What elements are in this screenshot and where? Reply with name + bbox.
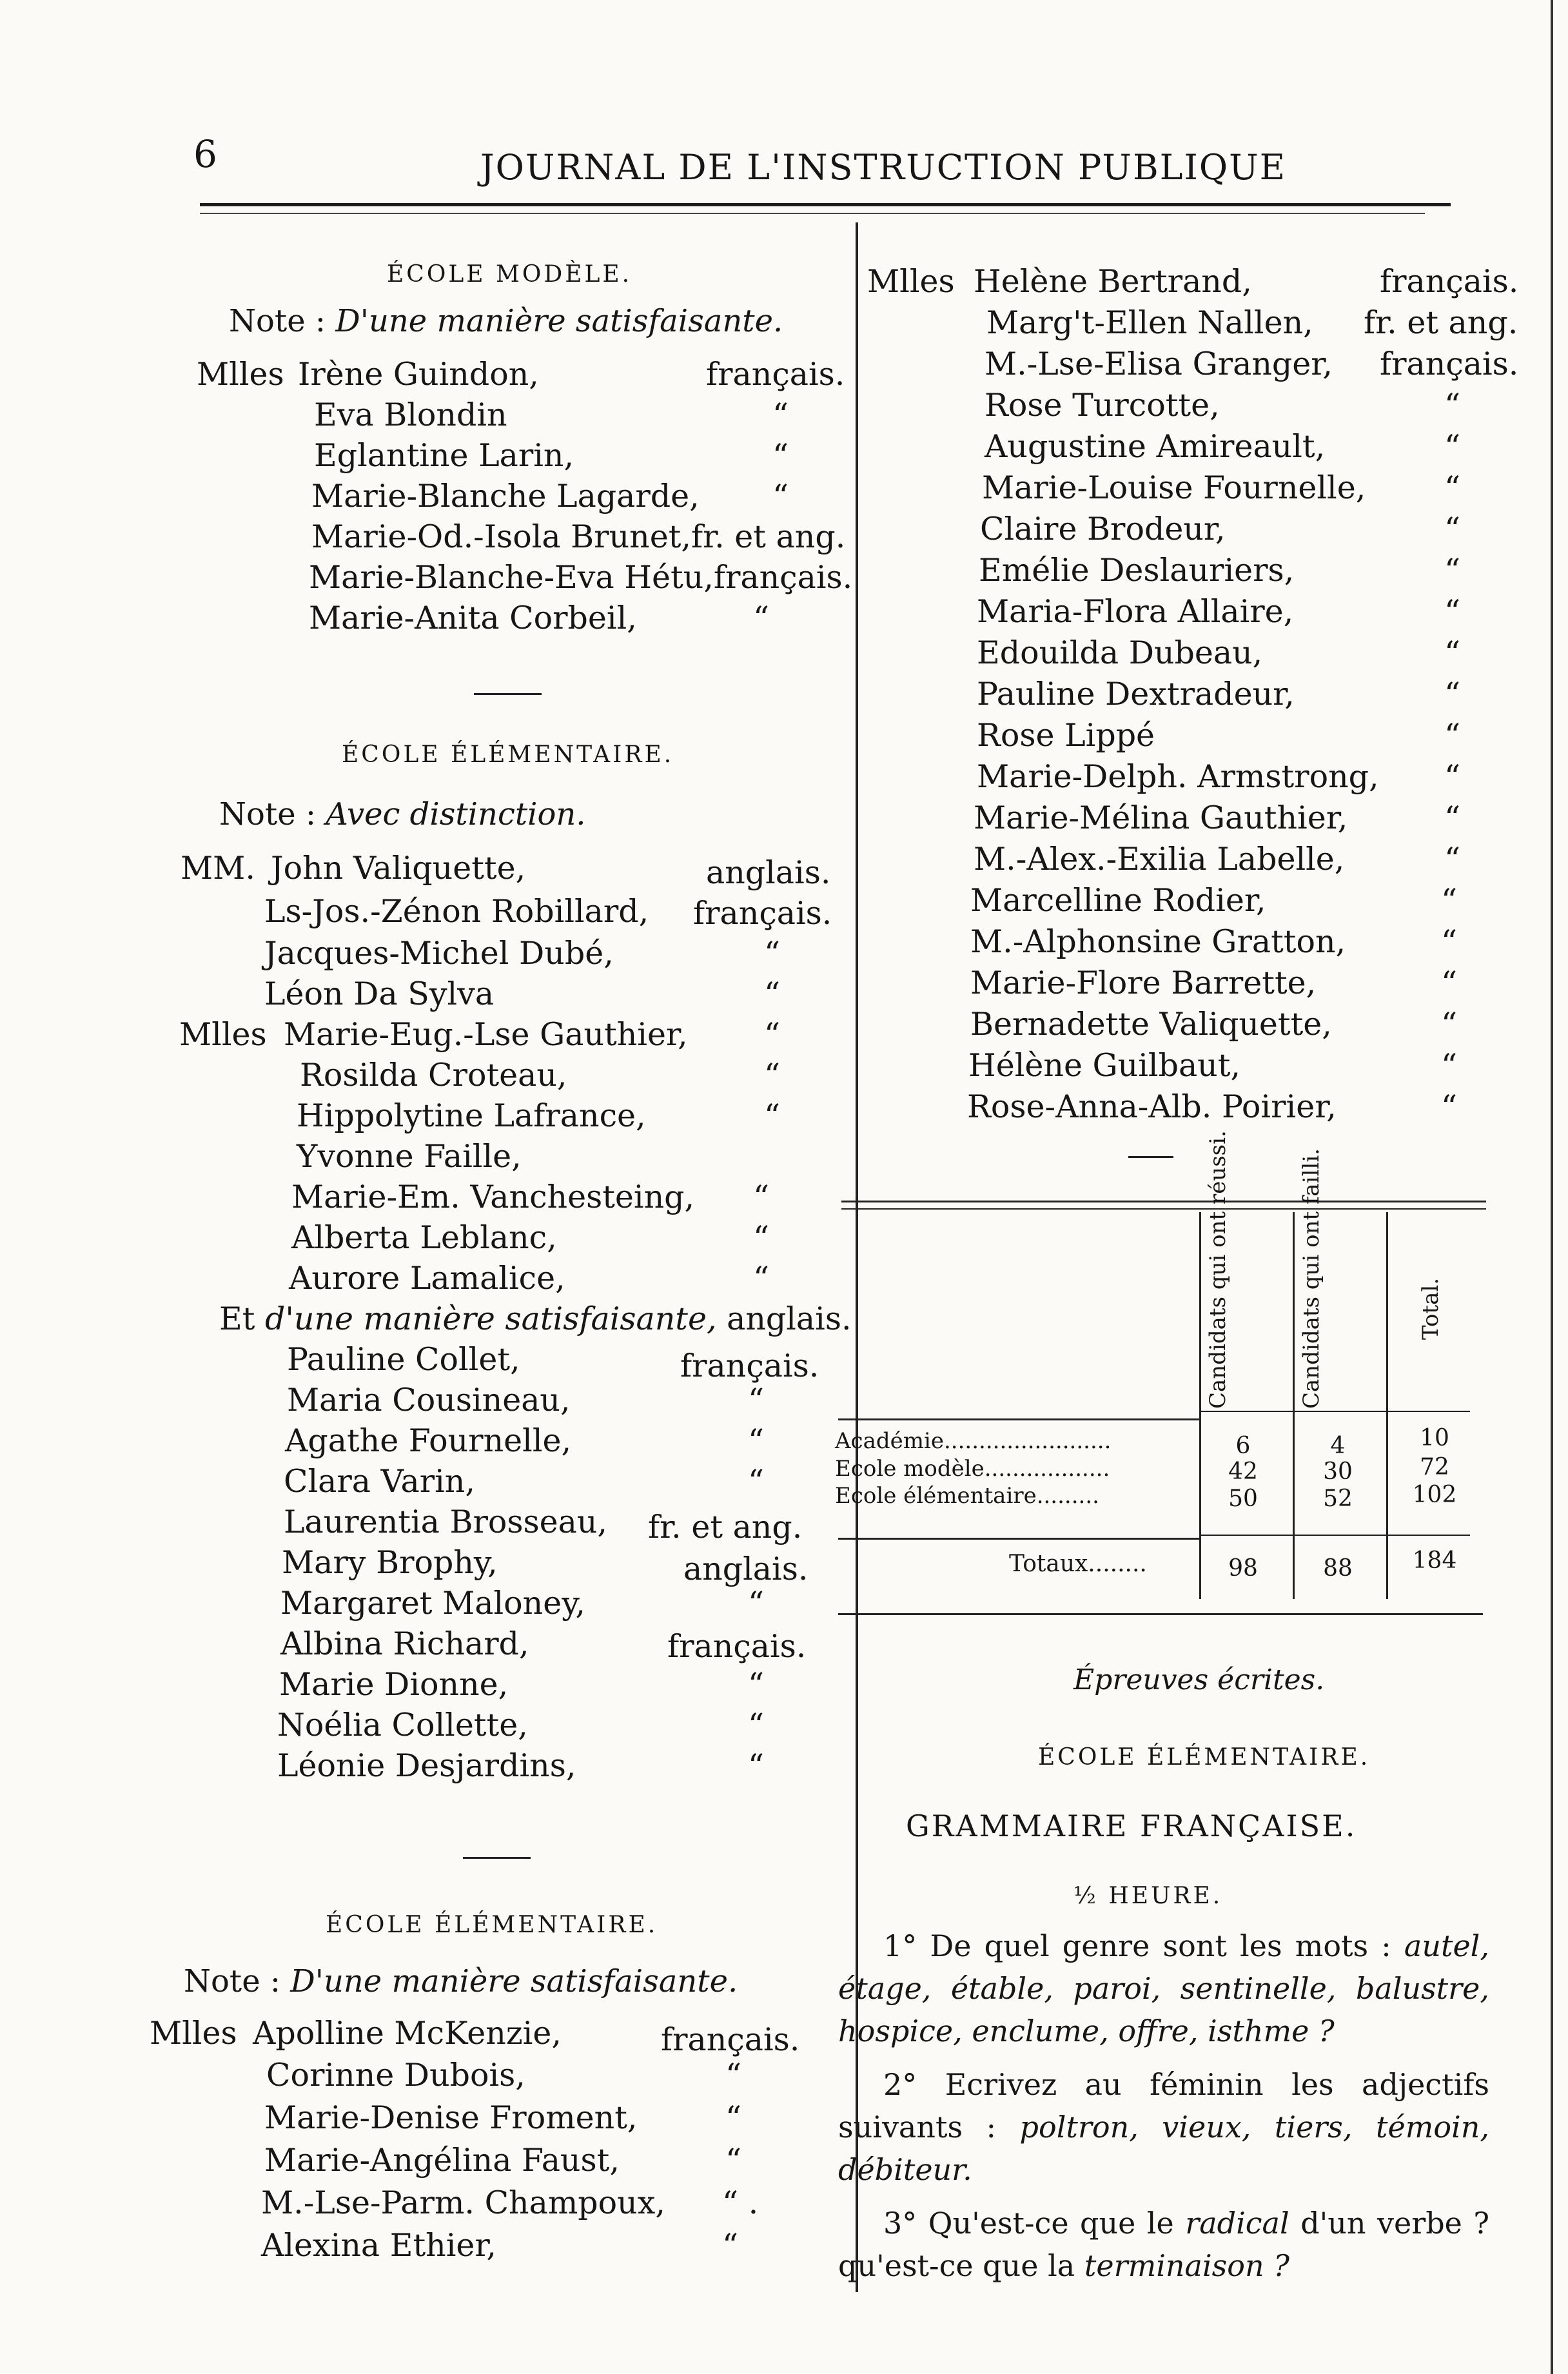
list-item-lang: “ — [764, 1057, 781, 1094]
list-item: Apolline McKenzie, — [253, 2015, 562, 2052]
list-item-lang: “ — [753, 1179, 770, 1215]
col-header-total: Total. — [1418, 1277, 1444, 1340]
list-item-lang: “ — [748, 1585, 765, 1622]
list-item-lang: “ — [1441, 1006, 1458, 1043]
list-item: Laurentia Brosseau, — [284, 1504, 608, 1540]
table-col-rule — [1386, 1212, 1388, 1599]
journal-title: JOURNAL DE L'INSTRUCTION PUBLIQUE — [480, 147, 1287, 188]
list-item-lang: “ — [748, 1707, 765, 1743]
cell-value: 10 — [1420, 1425, 1449, 1451]
et-label: Et — [219, 1300, 255, 1337]
list-item-lang: “ — [748, 1422, 765, 1459]
row-label: Ecole élémentaire......... — [835, 1483, 1099, 1509]
list-item-lang: “ — [753, 1260, 770, 1297]
list-item: Agathe Fournelle, — [285, 1422, 572, 1459]
header-rule-thin — [200, 213, 1425, 214]
cell-value: 102 — [1412, 1482, 1457, 1508]
list-item: Maria Cousineau, — [287, 1382, 571, 1418]
prefix-mlles: Mlles — [179, 1016, 267, 1053]
list-item: Aurore Lamalice, — [289, 1260, 565, 1297]
list-item: Marie Dionne, — [279, 1666, 509, 1703]
list-item-lang: français. — [706, 356, 845, 393]
list-item-lang: “ — [1444, 511, 1461, 547]
list-item: Marie-Delph. Armstrong, — [977, 758, 1379, 795]
header-rule — [200, 203, 1451, 206]
prefix-mlles: Mlles — [197, 356, 284, 393]
list-item: Rose Lippé — [977, 717, 1155, 754]
list-item-lang: “ — [722, 2227, 739, 2264]
exam-duration: ½ HEURE. — [1073, 1883, 1223, 1909]
col-header-reussi: Candidats qui ont réussi. — [1205, 1130, 1231, 1409]
question-2-words: poltron, vieux, tiers, témoin, débiteur. — [838, 2110, 1489, 2187]
separator-dash — [1128, 1156, 1173, 1158]
list-item: Marie-Eug.-Lse Gauthier, — [284, 1016, 688, 1053]
note-text: D'une manière satisfaisante. — [290, 1963, 738, 1999]
list-item: Maria-Flora Allaire, — [977, 593, 1294, 630]
list-item-lang: “ — [772, 478, 789, 515]
list-item: Corinne Dubois, — [266, 2057, 525, 2094]
list-item-lang: “ — [725, 2142, 742, 2179]
list-item: Rose Turcotte, — [985, 387, 1220, 424]
list-item: Emélie Deslauriers, — [979, 552, 1295, 589]
list-item-lang: anglais. — [683, 1551, 808, 1587]
list-item-lang: “ — [1441, 1088, 1458, 1125]
list-item: Marie-Anita Corbeil, — [309, 600, 637, 636]
list-item: Claire Brodeur, — [980, 511, 1226, 547]
row-label: Ecole modèle.................. — [835, 1456, 1110, 1482]
cell-value: 4 — [1330, 1433, 1346, 1459]
note-label: Note : — [184, 1963, 281, 1999]
question-3-d: terminaison ? — [1084, 2248, 1289, 2283]
list-item: Jacques-Michel Dubé, — [264, 935, 614, 972]
list-item-lang: “ — [748, 1747, 765, 1784]
list-item: Alberta Leblanc, — [291, 1219, 557, 1256]
page-edge-line — [1551, 0, 1553, 2374]
list-item: John Valiquette, — [271, 850, 526, 887]
list-item-lang: “ — [1444, 552, 1461, 589]
cell-value: 50 — [1228, 1486, 1258, 1512]
question-3-b: radical — [1185, 2206, 1289, 2241]
list-item-lang: français. — [693, 895, 832, 932]
list-item: Irène Guindon, — [298, 356, 539, 393]
list-item: Helène Bertrand, — [974, 263, 1252, 300]
question-2-lead: 2° Ecrivez au féminin les adjectifs suivants : — [838, 2067, 1489, 2144]
list-item: Léon Da Sylva — [264, 976, 495, 1012]
table-totals-rule — [838, 1538, 1199, 1540]
list-item-lang: “ — [748, 1666, 765, 1703]
list-item: M.-Alphonsine Gratton, — [970, 923, 1346, 960]
list-item-lang: “ — [764, 1097, 781, 1134]
list-item: Léonie Desjardins, — [277, 1747, 576, 1784]
list-item-lang: français. — [1380, 263, 1519, 300]
prefix-mm: MM. — [181, 850, 255, 887]
list-item-lang: “ — [1444, 676, 1461, 712]
list-item: Alexina Ethier, — [261, 2227, 497, 2264]
list-item-lang: “ — [753, 600, 770, 636]
list-item-lang: “ — [772, 397, 789, 433]
exam-subject: GRAMMAIRE FRANÇAISE. — [906, 1809, 1357, 1843]
cell-value: 42 — [1228, 1458, 1258, 1485]
list-item: Noélia Collette, — [277, 1707, 528, 1743]
list-item-lang: “ — [748, 1382, 765, 1418]
list-item: Hippolytine Lafrance, — [297, 1097, 646, 1134]
cell-total: 98 — [1228, 1555, 1258, 1582]
list-item: Pauline Collet, — [287, 1341, 520, 1378]
list-item-lang: français. — [661, 2021, 800, 2058]
separator-dash — [463, 1857, 531, 1859]
list-item: M.-Lse-Elisa Granger, — [985, 346, 1333, 382]
list-item-lang: “ — [764, 935, 781, 972]
section-heading-ecole-elementaire-2: ÉCOLE ÉLÉMENTAIRE. — [326, 1912, 658, 1938]
list-item: Yvonne Faille, — [297, 1138, 522, 1175]
list-item: Marg't-Ellen Nallen, — [986, 304, 1313, 341]
list-item-lang: “ — [748, 1463, 765, 1500]
list-item: M.-Alex.-Exilia Labelle, — [974, 841, 1345, 878]
list-item-lang: français. — [680, 1348, 819, 1384]
cell-value: 52 — [1323, 1486, 1353, 1512]
list-item: Eglantine Larin, — [314, 437, 574, 474]
note-text: D'une manière satisfaisante. — [335, 303, 783, 339]
exam-school: ÉCOLE ÉLÉMENTAIRE. — [1038, 1744, 1371, 1771]
et-lang: anglais. — [727, 1300, 852, 1337]
cell-value: 6 — [1235, 1433, 1251, 1459]
note-line — [229, 303, 783, 339]
list-item: Augustine Amireault, — [985, 428, 1326, 465]
note-label: Note : — [219, 796, 317, 832]
list-item: Bernadette Valiquette, — [970, 1006, 1332, 1043]
table-rule-bottom — [838, 1613, 1483, 1615]
list-item: Margaret Maloney, — [280, 1585, 585, 1622]
list-item: Marie-Louise Fournelle, — [982, 469, 1366, 506]
section-heading-ecole-modele: ÉCOLE MODÈLE. — [387, 261, 632, 288]
list-item-lang: “ — [725, 2099, 742, 2136]
list-item: Marie-Em. Vanchesteing, — [291, 1179, 695, 1215]
table-rule-top-thin — [841, 1208, 1486, 1210]
question-1-lead: 1° De quel genre sont les mots : — [883, 1928, 1391, 1963]
note-line — [219, 796, 586, 832]
row-label: Académie........................ — [835, 1428, 1112, 1454]
list-item: Ls-Jos.-Zénon Robillard, — [264, 893, 649, 930]
list-item: Marie-Angélina Faust, — [264, 2142, 620, 2179]
list-item-lang: “ — [725, 2057, 742, 2094]
list-item: Marcelline Rodier, — [970, 882, 1266, 919]
list-item-lang: anglais. — [706, 854, 831, 891]
list-item-lang: “ — [772, 437, 789, 474]
col-header-failli: Candidats qui ont failli. — [1298, 1148, 1324, 1409]
list-item-lang: “ — [764, 1016, 781, 1053]
list-item-lang: “ — [1444, 841, 1461, 878]
list-item-lang: “ — [1444, 428, 1461, 465]
question-2 — [838, 2063, 1489, 2191]
question-1-words: autel, étage, étable, paroi, sentinelle, balustre, hospice, enclume, offre, isthme ? — [838, 1928, 1489, 2048]
list-item: Edouilda Dubeau, — [977, 634, 1263, 671]
separator-dash — [474, 693, 542, 695]
list-item: Hélène Guilbaut, — [968, 1047, 1240, 1084]
list-item: Rose-Anna-Alb. Poirier, — [967, 1088, 1337, 1125]
list-item: Pauline Dextradeur, — [977, 676, 1295, 712]
table-rule-top — [841, 1201, 1486, 1202]
list-item: Marie-Flore Barrette, — [970, 965, 1317, 1001]
cell-value: 72 — [1420, 1454, 1449, 1480]
question-3-a: 3° Qu'est-ce que le — [883, 2206, 1174, 2241]
list-item-lang: “ — [1441, 923, 1458, 960]
list-item-lang: “ — [1441, 965, 1458, 1001]
note-text: Avec distinction. — [326, 796, 586, 832]
list-item-lang: “ — [1444, 469, 1461, 506]
list-item-lang: français. — [667, 1628, 807, 1665]
question-3-c: d'un verbe ? qu'est-ce que la — [838, 2206, 1490, 2283]
cell-value: 30 — [1323, 1458, 1353, 1485]
list-item-lang: “ . — [722, 2184, 759, 2221]
list-item: M.-Lse-Parm. Champoux, — [261, 2184, 665, 2221]
list-item-lang: “ — [1444, 387, 1461, 424]
table-totals-rule-right — [1199, 1535, 1470, 1536]
et-text: d'une manière satisfaisante, — [265, 1300, 717, 1337]
cell-total: 184 — [1412, 1547, 1457, 1574]
note-line — [184, 1963, 738, 1999]
note-label: Note : — [229, 303, 326, 339]
list-item-lang: “ — [753, 1219, 770, 1256]
table-col-rule — [1199, 1212, 1201, 1599]
list-item: Rosilda Croteau, — [300, 1057, 567, 1094]
page-number: 6 — [193, 132, 217, 176]
list-item: Marie-Blanche Lagarde, — [311, 478, 700, 515]
list-item-lang: “ — [764, 976, 781, 1012]
list-item-lang: “ — [1444, 634, 1461, 671]
list-item-lang: “ — [1441, 882, 1458, 919]
section-heading-ecole-elementaire: ÉCOLE ÉLÉMENTAIRE. — [342, 741, 674, 768]
list-item: Eva Blondin — [314, 397, 507, 433]
table-col-rule — [1293, 1212, 1295, 1599]
list-item-lang: fr. et ang. — [648, 1509, 803, 1545]
list-item: Albina Richard, — [280, 1625, 529, 1662]
list-item-lang: fr. et ang. — [1364, 304, 1518, 341]
list-item-lang: “ — [1444, 717, 1461, 754]
list-item: Marie-Mélina Gauthier, — [974, 800, 1348, 836]
question-3 — [838, 2202, 1489, 2287]
list-item: Marie-Denise Froment, — [264, 2099, 638, 2136]
list-item: Clara Varin, — [284, 1463, 475, 1500]
exam-title: Épreuves écrites. — [1073, 1663, 1325, 1696]
list-item-lang: “ — [1444, 593, 1461, 630]
prefix-mlles: Mlles — [150, 2015, 237, 2052]
list-item: Marie-Od.-Isola Brunet,fr. et ang. — [311, 518, 846, 555]
list-item: Mary Brophy, — [282, 1544, 498, 1581]
cell-total: 88 — [1323, 1555, 1353, 1582]
list-item-lang: “ — [1444, 800, 1461, 836]
list-item-lang: français. — [1380, 346, 1519, 382]
question-1 — [838, 1925, 1489, 2052]
list-item-lang: “ — [1444, 758, 1461, 795]
prefix-mlles: Mlles — [867, 263, 955, 300]
table-header-rule-right — [1199, 1411, 1470, 1412]
list-item-lang: “ — [1441, 1047, 1458, 1084]
et-line — [219, 1300, 852, 1337]
totals-label: Totaux........ — [1009, 1551, 1147, 1577]
list-item: Marie-Blanche-Eva Hétu,français. — [309, 559, 853, 596]
table-header-rule — [838, 1418, 1199, 1420]
